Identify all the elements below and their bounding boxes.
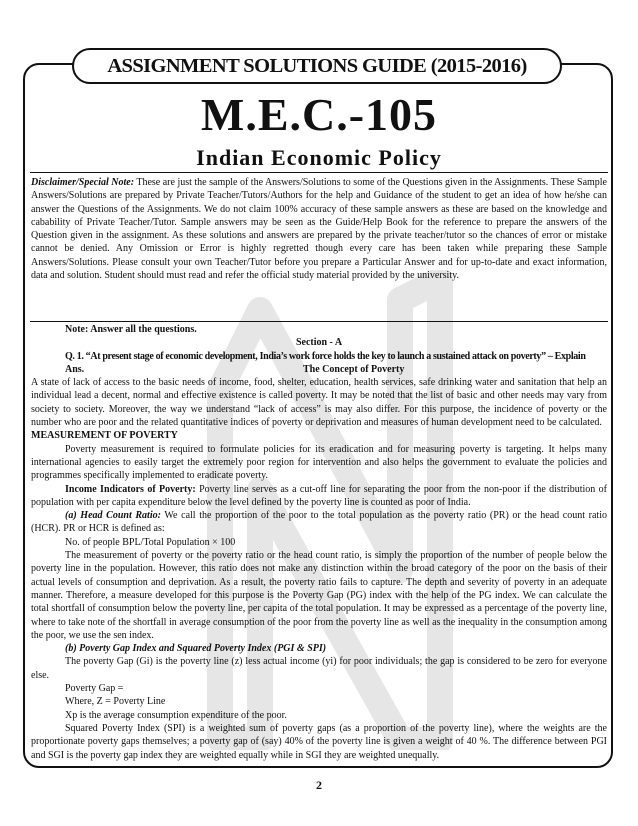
ans-row xyxy=(31,363,607,376)
ans-label: Ans. xyxy=(65,363,85,375)
disclaimer xyxy=(31,176,607,282)
xp-line: Xp is the average consumption expenditure of the poor. xyxy=(65,709,287,721)
course-title: Indian Economic Policy xyxy=(196,145,442,170)
hcr-label: (a) Head Count Ratio: xyxy=(65,510,161,522)
para-poverty-definition: A state of lack of access to the basic needs of income, food, shelter, education, health services, safe drinking water and sanitation that help an individual lead a decent, normal and effective existence is called poverty. It may be noted that the list of basic and other needs may vary from society to society. Moreover, the way we understand “lack of access” is may also differ. For this purpose, the incidence of poverty or the number who are poor and the related quantitative indices of poverty or deprivation and measures of human development need to be calculated. xyxy=(31,377,607,429)
question: Q. 1. “At present stage of economic development, India’s work force holds the key to launch a sustained attack on poverty” – Explain xyxy=(65,350,586,362)
para-spi: Squared Poverty Index (SPI) is a weighted sum of poverty gaps (as a proportion of the poverty line), where the weights are the proportionate poverty gaps themselves; a poverty gap of (say) 40% of the poverty line is given a weight of 40 %. The difference between PGI and SGI is the poverty gap index they are weighted equally while in SGI they are weighted unequally. xyxy=(31,722,607,761)
pgi-heading: (b) Poverty Gap Index and Squared Poverty Index (PGI & SPI) xyxy=(65,643,327,655)
para-gap-definition: The poverty Gap (Gi) is the poverty line (z) less actual income (yi) for poor individuals; the gap is considered to be zero for everyone else. xyxy=(31,656,607,681)
divider-bottom xyxy=(30,321,608,322)
para-hcr: We call the proportion of the poor to the total population as the poverty ratio (PR) or the head count ratio (HCR). PR or HCR is defined as: xyxy=(31,510,607,535)
para-poverty-gap: The measurement of poverty or the poverty ratio or the head count ratio, is simply the proportion of the number of people below the poverty line in the population. However, this ratio does not make any distinction within the broad category of the poor on the basis of their actual levels of consumption and deprivation. As a result, the poverty ratio fails to capture. The depth and severity of poverty in an adequate manner. Therefore, a measure developed for this purpose is the Poverty Gap (PG) index with the help of the PG index. We can calculate the total shortfall of consumption below the poverty line, per capita of the total population. It may be expressed as a percentage of the poverty line, where to take note of the shortfall in average consumption of the poor from the poverty line as well as the inequality in the consumption among the poor, we use the sen index. xyxy=(31,550,607,641)
formula-hcr: No. of people BPL/Total Population × 100 xyxy=(65,536,236,548)
concept-heading: The Concept of Poverty xyxy=(303,363,405,375)
where-line: Where, Z = Poverty Line xyxy=(65,696,166,708)
indicators-label: Income Indicators of Poverty: xyxy=(65,483,196,495)
formula-poverty-gap: Poverty Gap = xyxy=(65,683,124,695)
disclaimer-label: Disclaimer/Special Note: xyxy=(31,177,135,188)
para-indicators: Poverty line serves as a cut-off line for separating the poor from the non-poor if the distribution of population with per capita expenditure below the level defined by the poverty line is counted as poor of India. xyxy=(31,483,607,508)
measurement-heading: MEASUREMENT OF POVERTY xyxy=(31,430,178,442)
para-measurement: Poverty measurement is required to formulate policies for its eradication and for measuring poverty is targeting. It helps many international agencies to easily target the extremely poor region for intervention and also helps the government to evaluate the policies and programmes specifically implemented to eradicate poverty. xyxy=(31,443,607,482)
guide-banner: ASSIGNMENT SOLUTIONS GUIDE (2015-2016) xyxy=(72,48,562,84)
divider-top xyxy=(30,172,608,173)
section-heading: Section - A xyxy=(295,337,343,349)
answer-body xyxy=(31,323,607,762)
note: Note: Answer all the questions. xyxy=(65,324,197,335)
course-code: M.E.C.-105 xyxy=(200,89,438,140)
disclaimer-text: These are just the sample of the Answers/Solutions to some of the Questions given in the Assignments. These Sample Answers/Solutions are prepared by Private Teacher/Tutors/Authors for the help and Guidance of the student to get an idea of how he/she can answer the Questions of the Assignments. We do not claim 100% accuracy of these sample answers as these are based on the knowledge and cabability of Private Teacher/Tutor. Sample answers may be seen as the Guide/Help Book for the reference to prepare the answers of the Question given in the assignment. As these solutions and answers are prepared by the private teacher/tutor so the chances of error or mistake cannot be denied. Any Omission or Error is highly regretted though every care has been taken while preparing these Sample Answers/Solutions. Please consult your own Teacher/Tutor before you prepare a Particular Answer and for up-to-date and exact information, data and solution. Student should must read and refer the official study material provided by the university. xyxy=(31,177,607,282)
page-number: 2 xyxy=(316,778,322,792)
